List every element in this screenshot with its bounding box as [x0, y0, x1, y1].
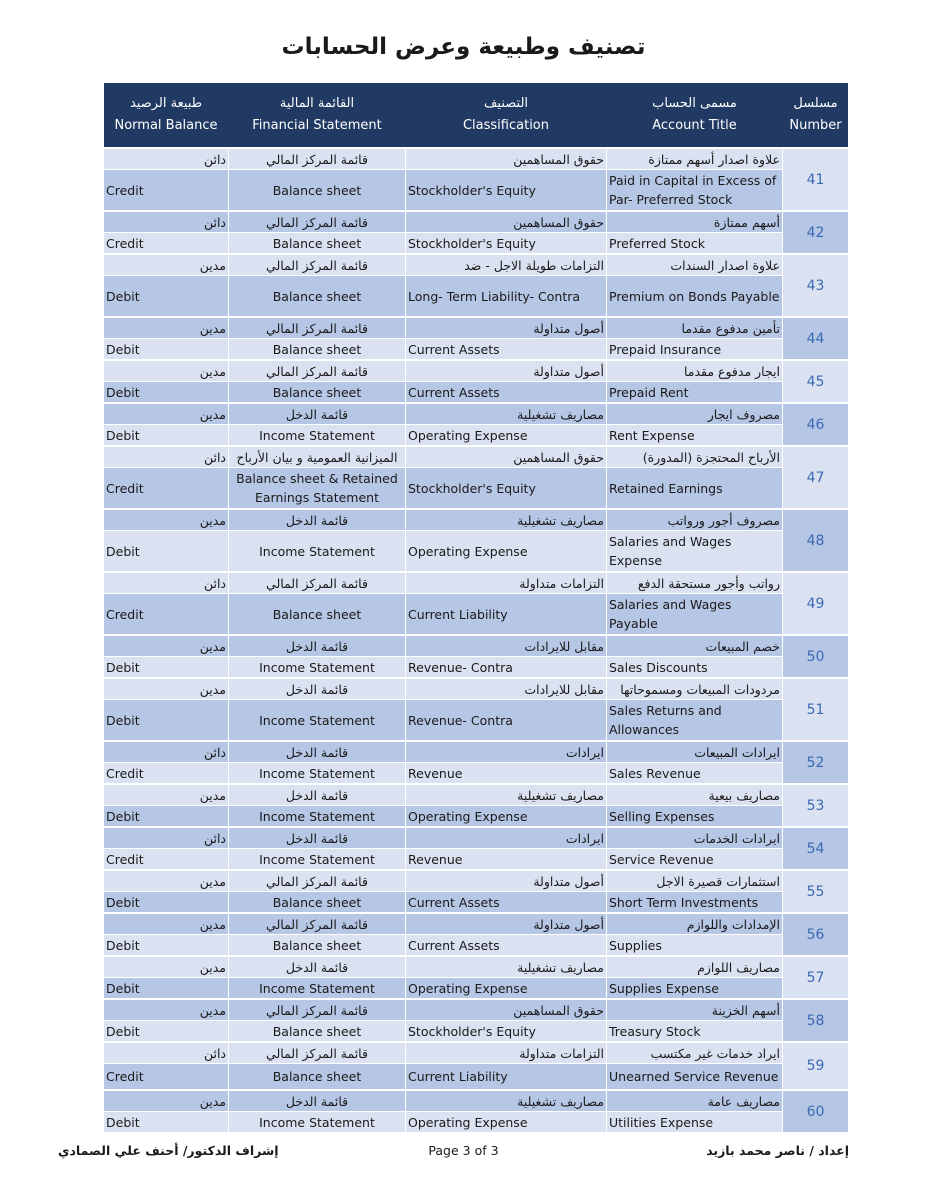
row-arabic [104, 510, 782, 530]
row-arabic [104, 871, 782, 891]
cell-balance-en: Debit [104, 892, 228, 912]
footer-prepared-by: إعداد / ناصر محمد بازيد [706, 1143, 849, 1158]
header-classification-en: Classification [462, 118, 550, 133]
cell-account-ar: رواتب وأجور مستحقة الدفع [607, 573, 782, 593]
cell-fs-en: Income Statement [229, 1112, 405, 1132]
cell-fs-en: Balance sheet [229, 382, 405, 402]
row-arabic [104, 636, 782, 656]
cell-class-en: Operating Expense [406, 806, 606, 826]
table-row [104, 447, 848, 508]
cell-balance-en: Debit [104, 425, 228, 445]
row-arabic [104, 149, 782, 169]
row-arabic [104, 573, 782, 593]
cell-class-ar: ايرادات [406, 828, 606, 848]
row-arabic [104, 914, 782, 934]
cell-fs-en: Balance sheet [229, 594, 405, 634]
cell-fs-en: Balance sheet [229, 276, 405, 316]
cell-balance-en: Credit [104, 594, 228, 634]
cell-account-en: Prepaid Insurance [607, 339, 782, 359]
cell-balance-en: Credit [104, 170, 228, 210]
cell-class-en: Operating Expense [406, 425, 606, 445]
cell-balance-ar: مدين [104, 785, 228, 805]
header-number [783, 83, 848, 147]
table-row [104, 871, 848, 912]
cell-class-en: Stockholder's Equity [406, 170, 606, 210]
cell-account-ar: علاوة اصدار السندات [607, 255, 782, 275]
cell-class-ar: أصول متداولة [406, 361, 606, 381]
row-english [104, 425, 782, 445]
cell-balance-ar: دائن [104, 149, 228, 169]
cell-fs-ar: قائمة المركز المالي [229, 1043, 405, 1063]
cell-class-ar: مقابل للايرادات [406, 679, 606, 699]
row-english [104, 531, 782, 571]
cell-balance-ar: دائن [104, 828, 228, 848]
cell-fs-en: Balance sheet [229, 1021, 405, 1041]
header-account-title [607, 83, 782, 147]
cell-class-en: Revenue- Contra [406, 700, 606, 740]
row-english [104, 849, 782, 869]
cell-class-en: Operating Expense [406, 978, 606, 998]
cell-class-ar: حقوق المساهمين [406, 447, 606, 467]
row-number: 59 [783, 1043, 848, 1089]
cell-balance-en: Debit [104, 978, 228, 998]
cell-account-en: Rent Expense [607, 425, 782, 445]
row-arabic [104, 318, 782, 338]
row-arabic [104, 1091, 782, 1111]
cell-balance-ar: مدين [104, 255, 228, 275]
table-row [104, 742, 848, 783]
row-english [104, 382, 782, 402]
row-arabic [104, 742, 782, 762]
cell-fs-ar: قائمة الدخل [229, 957, 405, 977]
table-row [104, 828, 848, 869]
cell-account-en: Salaries and Wages Payable [607, 594, 782, 634]
cell-fs-ar: قائمة المركز المالي [229, 361, 405, 381]
cell-fs-en: Balance sheet [229, 170, 405, 210]
cell-class-en: Revenue [406, 763, 606, 783]
row-number: 49 [783, 573, 848, 634]
cell-fs-ar: قائمة المركز المالي [229, 1000, 405, 1020]
cell-class-en: Current Assets [406, 382, 606, 402]
header-financial-statement-en: Financial Statement [252, 118, 382, 133]
header-normal-balance-en: Normal Balance [114, 118, 218, 133]
cell-balance-en: Debit [104, 806, 228, 826]
cell-class-ar: أصول متداولة [406, 871, 606, 891]
cell-fs-en: Balance sheet [229, 892, 405, 912]
cell-class-ar: أصول متداولة [406, 318, 606, 338]
cell-fs-en: Income Statement [229, 531, 405, 571]
cell-fs-en: Balance sheet [229, 1064, 405, 1089]
cell-balance-ar: دائن [104, 447, 228, 467]
row-number: 54 [783, 828, 848, 869]
cell-fs-ar: قائمة المركز المالي [229, 318, 405, 338]
cell-class-ar: التزامات متداولة [406, 573, 606, 593]
cell-balance-en: Debit [104, 1021, 228, 1041]
cell-balance-ar: مدين [104, 318, 228, 338]
cell-account-ar: الأرباح المحتجزة (المدورة) [607, 447, 782, 467]
cell-class-en: Current Assets [406, 892, 606, 912]
row-arabic [104, 404, 782, 424]
cell-fs-ar: قائمة المركز المالي [229, 914, 405, 934]
table-row [104, 679, 848, 740]
cell-balance-en: Credit [104, 763, 228, 783]
cell-account-ar: ايرادات الخدمات [607, 828, 782, 848]
cell-account-ar: خصم المبيعات [607, 636, 782, 656]
table-row [104, 255, 848, 316]
row-english [104, 276, 782, 316]
row-number: 41 [783, 149, 848, 210]
cell-fs-ar: قائمة الدخل [229, 679, 405, 699]
cell-fs-ar: قائمة الدخل [229, 1091, 405, 1111]
cell-balance-ar: مدين [104, 1000, 228, 1020]
row-english [104, 763, 782, 783]
cell-fs-en: Balance sheet & Retained Earnings Statement [229, 468, 405, 508]
cell-account-en: Sales Discounts [607, 657, 782, 677]
row-number: 44 [783, 318, 848, 359]
table-row [104, 318, 848, 359]
cell-fs-ar: قائمة الدخل [229, 785, 405, 805]
row-english [104, 1021, 782, 1041]
cell-class-en: Stockholder's Equity [406, 1021, 606, 1041]
cell-balance-ar: مدين [104, 871, 228, 891]
cell-balance-ar: دائن [104, 1043, 228, 1063]
cell-class-en: Current Liability [406, 594, 606, 634]
row-number: 56 [783, 914, 848, 955]
header-number-en: Number [789, 118, 842, 133]
cell-balance-en: Debit [104, 339, 228, 359]
cell-account-ar: مصروف ايجار [607, 404, 782, 424]
cell-class-ar: مصاريف تشغيلية [406, 785, 606, 805]
cell-class-en: Revenue- Contra [406, 657, 606, 677]
row-arabic [104, 361, 782, 381]
row-arabic [104, 785, 782, 805]
table-row [104, 785, 848, 826]
cell-class-en: Stockholder's Equity [406, 468, 606, 508]
cell-account-ar: علاوة اصدار أسهم ممتازة [607, 149, 782, 169]
cell-account-ar: مصاريف بيعية [607, 785, 782, 805]
cell-balance-ar: مدين [104, 679, 228, 699]
cell-class-ar: مصاريف تشغيلية [406, 1091, 606, 1111]
row-english [104, 170, 782, 210]
cell-account-en: Short Term Investments [607, 892, 782, 912]
footer-supervisor: إشراف الدكتور/ أحنف علي الصمادي [58, 1143, 279, 1158]
cell-fs-ar: قائمة المركز المالي [229, 573, 405, 593]
cell-balance-ar: مدين [104, 1091, 228, 1111]
header-account-title-ar: مسمى الحساب [652, 96, 737, 111]
row-english [104, 1112, 782, 1132]
page-title: تصنيف وطبيعة وعرض الحسابات [281, 34, 646, 60]
cell-class-en: Current Assets [406, 935, 606, 955]
row-english [104, 233, 782, 253]
row-number: 48 [783, 510, 848, 571]
cell-balance-ar: مدين [104, 957, 228, 977]
cell-fs-ar: قائمة المركز المالي [229, 255, 405, 275]
cell-class-ar: مقابل للايرادات [406, 636, 606, 656]
row-number: 46 [783, 404, 848, 445]
row-english [104, 892, 782, 912]
cell-account-ar: مردودات المبيعات ومسموحاتها [607, 679, 782, 699]
cell-account-en: Selling Expenses [607, 806, 782, 826]
cell-balance-en: Debit [104, 382, 228, 402]
cell-fs-ar: قائمة الدخل [229, 636, 405, 656]
header-classification [406, 83, 606, 147]
cell-balance-en: Debit [104, 276, 228, 316]
cell-account-ar: ايرادات المبيعات [607, 742, 782, 762]
header-normal-balance [104, 83, 228, 147]
header-number-ar: مسلسل [793, 96, 838, 111]
cell-balance-en: Debit [104, 935, 228, 955]
cell-account-en: Prepaid Rent [607, 382, 782, 402]
cell-fs-ar: قائمة المركز المالي [229, 212, 405, 232]
cell-class-ar: مصاريف تشغيلية [406, 510, 606, 530]
row-arabic [104, 957, 782, 977]
cell-account-en: Preferred Stock [607, 233, 782, 253]
cell-balance-en: Credit [104, 1064, 228, 1089]
cell-fs-ar: قائمة المركز المالي [229, 871, 405, 891]
row-english [104, 806, 782, 826]
cell-account-en: Unearned Service Revenue [607, 1064, 782, 1089]
cell-account-ar: تأمين مدفوع مقدما [607, 318, 782, 338]
cell-class-en: Operating Expense [406, 1112, 606, 1132]
table-row [104, 1000, 848, 1041]
cell-account-en: Salaries and Wages Expense [607, 531, 782, 571]
cell-account-en: Supplies [607, 935, 782, 955]
cell-fs-en: Income Statement [229, 978, 405, 998]
cell-balance-en: Debit [104, 700, 228, 740]
table-row [104, 636, 848, 677]
cell-balance-ar: مدين [104, 510, 228, 530]
cell-balance-ar: مدين [104, 914, 228, 934]
cell-balance-ar: مدين [104, 361, 228, 381]
cell-account-ar: أسهم ممتازة [607, 212, 782, 232]
cell-account-en: Utilities Expense [607, 1112, 782, 1132]
cell-balance-ar: مدين [104, 404, 228, 424]
cell-class-en: Revenue [406, 849, 606, 869]
row-number: 57 [783, 957, 848, 998]
cell-class-en: Stockholder's Equity [406, 233, 606, 253]
cell-fs-en: Income Statement [229, 806, 405, 826]
table-row [104, 510, 848, 571]
cell-fs-en: Balance sheet [229, 339, 405, 359]
cell-class-en: Current Assets [406, 339, 606, 359]
table-row [104, 361, 848, 402]
cell-fs-en: Income Statement [229, 700, 405, 740]
cell-class-ar: حقوق المساهمين [406, 149, 606, 169]
table-row [104, 1091, 848, 1132]
row-arabic [104, 1000, 782, 1020]
row-arabic [104, 255, 782, 275]
row-arabic [104, 828, 782, 848]
cell-class-ar: حقوق المساهمين [406, 212, 606, 232]
cell-account-en: Retained Earnings [607, 468, 782, 508]
header-financial-statement-ar: القائمة المالية [279, 96, 355, 111]
cell-balance-en: Debit [104, 657, 228, 677]
row-english [104, 935, 782, 955]
cell-fs-en: Balance sheet [229, 935, 405, 955]
row-number: 42 [783, 212, 848, 253]
table-header [104, 83, 848, 147]
row-arabic [104, 1043, 782, 1063]
row-number: 43 [783, 255, 848, 316]
cell-account-en: Treasury Stock [607, 1021, 782, 1041]
row-number: 52 [783, 742, 848, 783]
cell-balance-en: Credit [104, 849, 228, 869]
cell-account-en: Paid in Capital in Excess of Par- Preferred Stock [607, 170, 782, 210]
cell-balance-en: Credit [104, 233, 228, 253]
row-english [104, 1064, 782, 1089]
cell-fs-en: Income Statement [229, 763, 405, 783]
table-row [104, 1043, 848, 1089]
row-number: 47 [783, 447, 848, 508]
row-number: 45 [783, 361, 848, 402]
cell-account-en: Premium on Bonds Payable [607, 276, 782, 316]
row-arabic [104, 447, 782, 467]
cell-account-en: Supplies Expense [607, 978, 782, 998]
table-row [104, 212, 848, 253]
cell-balance-en: Debit [104, 1112, 228, 1132]
cell-fs-en: Income Statement [229, 657, 405, 677]
header-classification-ar: التصنيف [483, 96, 529, 111]
row-english [104, 657, 782, 677]
cell-account-en: Sales Revenue [607, 763, 782, 783]
row-number: 53 [783, 785, 848, 826]
row-english [104, 339, 782, 359]
row-english [104, 978, 782, 998]
cell-fs-en: Income Statement [229, 425, 405, 445]
cell-fs-ar: قائمة الدخل [229, 404, 405, 424]
cell-account-ar: أسهم الخزينة [607, 1000, 782, 1020]
cell-balance-ar: دائن [104, 212, 228, 232]
table-row [104, 573, 848, 634]
cell-class-ar: التزامات طويلة الاجل - ضد [406, 255, 606, 275]
cell-account-ar: مصاريف اللوازم [607, 957, 782, 977]
cell-fs-en: Balance sheet [229, 233, 405, 253]
cell-balance-ar: دائن [104, 573, 228, 593]
cell-class-en: Current Liability [406, 1064, 606, 1089]
cell-fs-ar: قائمة الدخل [229, 742, 405, 762]
header-financial-statement [229, 83, 405, 147]
row-english [104, 468, 782, 508]
cell-balance-en: Credit [104, 468, 228, 508]
cell-fs-ar: قائمة المركز المالي [229, 149, 405, 169]
cell-class-ar: حقوق المساهمين [406, 1000, 606, 1020]
row-number: 60 [783, 1091, 848, 1132]
cell-account-en: Service Revenue [607, 849, 782, 869]
cell-account-ar: ايراد خدمات غير مكتسب [607, 1043, 782, 1063]
cell-account-en: Sales Returns and Allowances [607, 700, 782, 740]
row-english [104, 594, 782, 634]
cell-fs-ar: قائمة الدخل [229, 510, 405, 530]
row-number: 50 [783, 636, 848, 677]
table-row [104, 149, 848, 210]
cell-account-ar: استثمارات قصيرة الاجل [607, 871, 782, 891]
table-row [104, 404, 848, 445]
cell-class-en: Operating Expense [406, 531, 606, 571]
cell-class-ar: التزامات متداولة [406, 1043, 606, 1063]
cell-class-ar: أصول متداولة [406, 914, 606, 934]
cell-balance-ar: دائن [104, 742, 228, 762]
row-number: 51 [783, 679, 848, 740]
header-normal-balance-ar: طبيعة الرصيد [129, 96, 203, 111]
cell-fs-ar: الميزانية العمومية و بيان الأرباح [229, 447, 405, 467]
cell-account-ar: مصاريف عامة [607, 1091, 782, 1111]
cell-fs-ar: قائمة الدخل [229, 828, 405, 848]
cell-fs-en: Income Statement [229, 849, 405, 869]
cell-balance-en: Debit [104, 531, 228, 571]
header-account-title-en: Account Title [652, 118, 737, 133]
row-arabic [104, 212, 782, 232]
row-number: 58 [783, 1000, 848, 1041]
cell-balance-ar: مدين [104, 636, 228, 656]
row-arabic [104, 679, 782, 699]
cell-class-ar: مصاريف تشغيلية [406, 957, 606, 977]
table-row [104, 957, 848, 998]
row-number: 55 [783, 871, 848, 912]
cell-class-en: Long- Term Liability- Contra [406, 276, 606, 316]
cell-account-ar: ايجار مدفوع مقدما [607, 361, 782, 381]
cell-account-ar: مصروف أجور ورواتب [607, 510, 782, 530]
cell-account-ar: الإمدادات واللوازم [607, 914, 782, 934]
table-row [104, 914, 848, 955]
cell-class-ar: ايرادات [406, 742, 606, 762]
row-english [104, 700, 782, 740]
footer-page-number: Page 3 of 3 [428, 1143, 499, 1158]
cell-class-ar: مصاريف تشغيلية [406, 404, 606, 424]
